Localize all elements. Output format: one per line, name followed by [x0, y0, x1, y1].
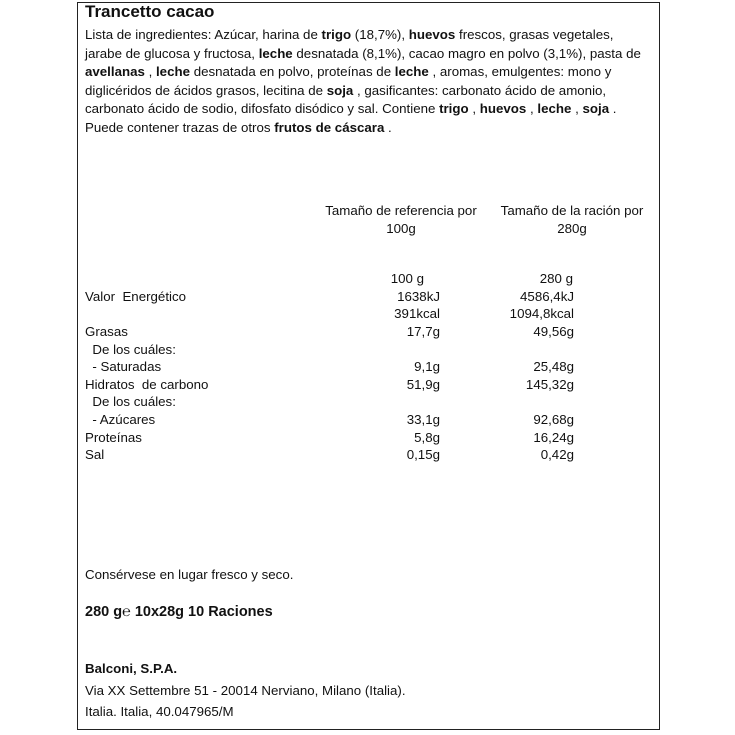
storage-instructions: Consérvese en lugar fresco y seco. [85, 567, 294, 582]
net-weight-line [85, 604, 273, 620]
ingredients-list [85, 26, 645, 138]
nutrition-header-serving [489, 202, 655, 238]
ingredient-text: , [144, 64, 156, 80]
nutrient-value-reference: 17,7g [406, 324, 440, 339]
ingredient-text: desnatada (8,1%), cacao magro en polvo (3,1%), pasta de [292, 45, 641, 61]
nutrient-value-serving: 145,32g [525, 377, 574, 392]
header-serv-line2: 280g [557, 221, 587, 236]
nutrient-value-serving: 4586,4kJ [520, 289, 574, 304]
nutrient-value-reference: 1638kJ [397, 289, 440, 304]
ingredient-text: , aromas, emulgentes: mono y diglicéridos de ácidos grasos, lecitina de [85, 64, 612, 98]
nutrient-value-serving: 25,48g [533, 359, 574, 374]
nutrient-value-reference: 0,15g [406, 447, 440, 462]
allergen: soja [326, 82, 354, 98]
allergen: leche [258, 45, 293, 61]
ingredient-text: (18,7%), [351, 27, 409, 42]
allergen: soja [582, 101, 610, 117]
ingredient-text: Lista de ingredientes: Azúcar, harina de [85, 27, 322, 42]
allergen: huevos [479, 101, 527, 117]
origin-line: Italia. Italia, 40.047965/M [85, 704, 234, 719]
allergen: leche [537, 101, 572, 117]
nutrient-value-serving: 16,24g [533, 430, 574, 445]
product-title: Trancetto cacao [85, 2, 215, 21]
nutrient-value-reference: 33,1g [406, 412, 440, 427]
nutrient-label: Grasas [85, 324, 128, 339]
ingredient-text: , [526, 101, 538, 117]
unit-serving: 280 g [539, 271, 573, 286]
allergen: avellanas [85, 64, 145, 80]
manufacturer-name: Balconi, S.P.A. [85, 661, 178, 676]
nutrient-label: - Azúcares [85, 412, 156, 427]
allergen: trigo [321, 27, 352, 42]
allergen: trigo [439, 101, 469, 117]
allergen: huevos [408, 27, 456, 42]
nutrient-value-reference: 5,8g [414, 430, 440, 445]
net-weight: 280 g [85, 604, 123, 620]
nutrient-value-serving: 1094,8kcal [509, 306, 574, 321]
nutrition-header-reference [312, 202, 490, 238]
header-ref-line1: Tamaño de referencia por [325, 203, 477, 218]
allergen: leche [394, 64, 429, 80]
nutrient-value-serving: 92,68g [533, 412, 574, 427]
portions: 10x28g 10 Raciones [134, 604, 273, 620]
ingredient-text: desnatada en polvo, proteínas de [190, 64, 395, 80]
nutrient-value-reference: 391kcal [394, 306, 440, 321]
nutrient-label: De los cuáles: [85, 342, 176, 357]
estimated-sign-icon: ℮ [122, 604, 131, 620]
allergen: leche [155, 64, 190, 80]
nutrient-label: Sal [85, 447, 105, 462]
nutrient-label: - Saturadas [85, 359, 162, 374]
nutrient-value-reference: 9,1g [414, 359, 440, 374]
nutrient-label: Proteínas [85, 430, 142, 445]
ingredient-text: . [384, 119, 392, 135]
header-ref-line2: 100g [386, 221, 416, 236]
manufacturer-address: Via XX Settembre 51 - 20014 Nerviano, Milano (Italia). [85, 683, 406, 698]
nutrient-value-reference: 51,9g [406, 377, 440, 392]
header-serv-line1: Tamaño de la ración por [500, 203, 644, 218]
ingredient-text: frescos, grasas vegetales, jarabe de glucosa y fructosa, [85, 27, 614, 61]
ingredient-text: , [571, 101, 583, 117]
nutrient-label: Hidratos de carbono [85, 377, 209, 392]
nutrient-label: Valor Energético [85, 289, 187, 304]
nutrient-value-serving: 49,56g [533, 324, 574, 339]
unit-reference: 100 g [390, 271, 424, 286]
ingredient-text: . Puede contener trazas de otros [85, 101, 617, 135]
allergen: frutos de cáscara [274, 119, 385, 135]
ingredient-text: , [468, 101, 480, 117]
nutrient-label: De los cuáles: [85, 394, 176, 409]
nutrient-value-serving: 0,42g [540, 447, 574, 462]
ingredient-text: , gasificantes: carbonato ácido de amonio, carbonato ácido de sodio, difosfato disódico y sal. Contiene [85, 82, 607, 117]
